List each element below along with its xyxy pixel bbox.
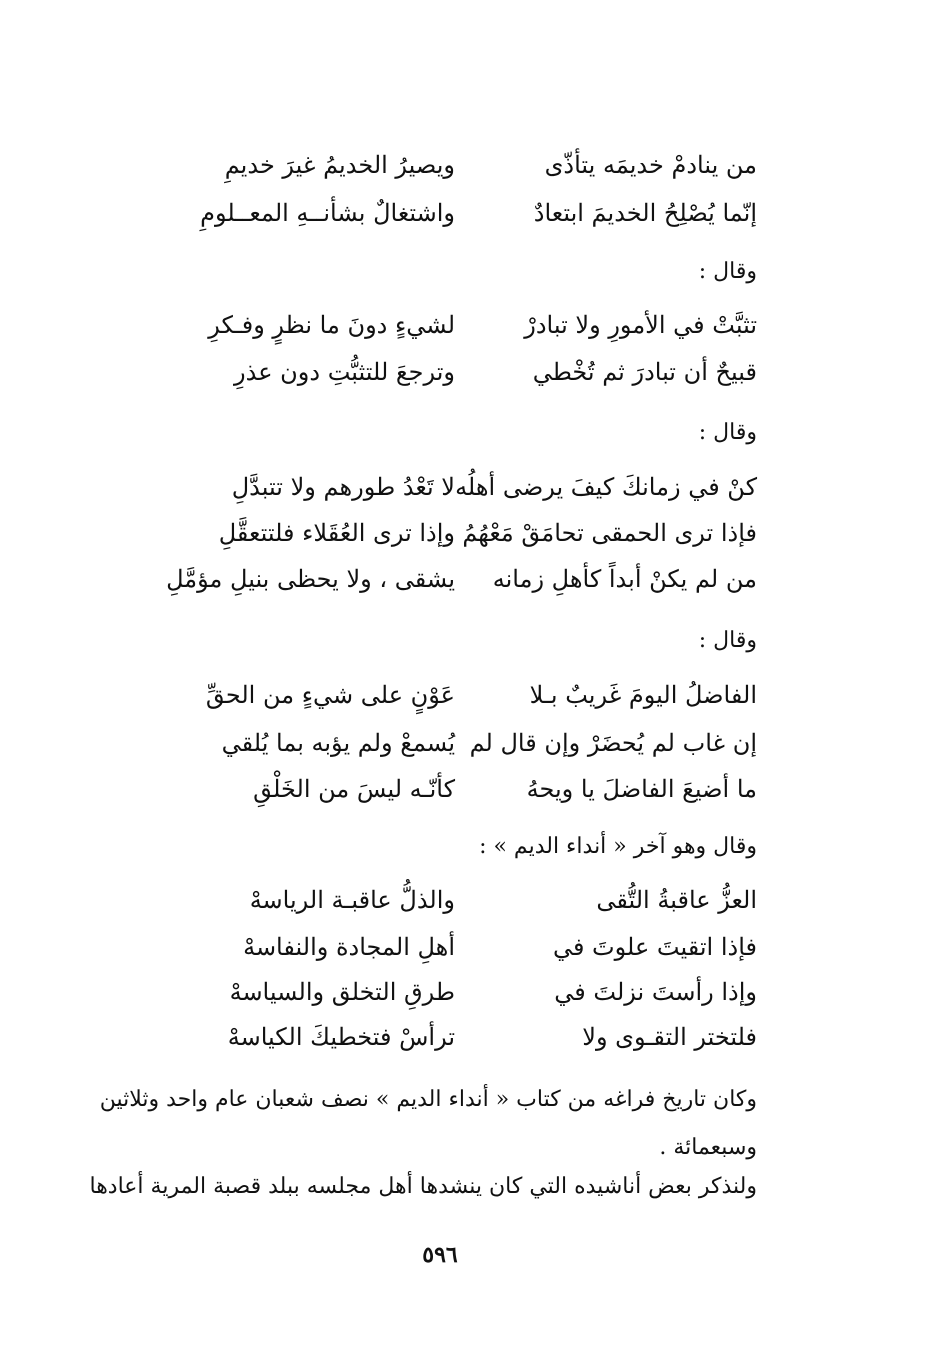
verse-hemistich-left: كأنّـه ليسَ من الخَلْقِ bbox=[253, 775, 455, 803]
poem-intro: وقال وهو آخر « أنداء الديم » : bbox=[479, 834, 757, 859]
poem-intro: وقال : bbox=[698, 259, 757, 284]
verse-hemistich-right: فإذا اتقيتَ علوتَ في bbox=[552, 933, 757, 961]
verse-hemistich-left: لشيءٍ دونَ ما نظرٍ وفـكرِ bbox=[208, 311, 455, 339]
verse-hemistich-left: ويصيرُ الخديمُ غيرَ خديمِ bbox=[224, 151, 455, 179]
verse-hemistich-left: لا تَعْدُ طورهم ولا تتبدَّلِ bbox=[231, 473, 455, 501]
verse-hemistich-left: وإذا ترى العُقَلاء فلتتعقَّلِ bbox=[218, 519, 455, 547]
verse-hemistich-left: واشتغالٌ بشأنــهِ المعــلومِ bbox=[200, 199, 455, 227]
verse-hemistich-left: يشقى ، ولا يحظى بنيلِ مؤمَّلِ bbox=[166, 565, 455, 593]
poem-intro: وقال : bbox=[698, 628, 757, 653]
page-number: ٥٩٦ bbox=[422, 1242, 458, 1268]
verse-hemistich-right: إن غاب لم يُحضَرْ وإن قال لم bbox=[469, 729, 757, 757]
verse-hemistich-right: ما أضيعَ الفاضلَ يا ويحهُ bbox=[526, 775, 757, 803]
verse-hemistich-right: العزُّ عاقبةُ التُّقى bbox=[596, 886, 757, 914]
prose-line: وكان تاريخ فراغه من كتاب « أنداء الديم » نصف شعبان عام واحد وثلاثين bbox=[99, 1087, 757, 1112]
verse-hemistich-left: طرقِ التخلق والسياسهْ bbox=[229, 978, 455, 1006]
verse-hemistich-left: يُسمعْ ولم يؤبه بما يُلقي bbox=[221, 729, 455, 757]
verse-hemistich-right: فإذا ترى الحمقى تحامَقْ مَعْهُمُ bbox=[462, 519, 757, 547]
verse-hemistich-right: فلتختر التقـوى ولا bbox=[582, 1023, 757, 1051]
poem-intro: وقال : bbox=[698, 420, 757, 445]
verse-hemistich-right: قبيحٌ أن تبادرَ ثم تُخْطي bbox=[532, 358, 757, 386]
verse-hemistich-right: كنْ في زمانكَ كيفَ يرضى أهلُه bbox=[455, 473, 757, 501]
verse-hemistich-right: من ينادمْ خديمَه يتأذّى bbox=[544, 151, 757, 179]
verse-hemistich-left: عَوْنٍ على شيءٍ من الحقِّ bbox=[205, 681, 455, 709]
verse-hemistich-right: وإذا رأستَ نزلتَ في bbox=[554, 978, 757, 1006]
verse-hemistich-left: ترأسْ فتخطيكَ الكياسهْ bbox=[227, 1023, 455, 1051]
verse-hemistich-right: الفاضلُ اليومَ غَريبٌ بـلا bbox=[529, 681, 757, 709]
verse-hemistich-left: أهلِ المجادة والنفاسهْ bbox=[243, 933, 455, 961]
verse-hemistich-right: تثبَّتْ في الأمورِ ولا تبادرْ bbox=[524, 311, 757, 339]
verse-hemistich-left: والذلُّ عاقبـة الرياسهْ bbox=[249, 886, 455, 914]
prose-line: وسبعمائة . bbox=[659, 1135, 757, 1160]
prose-line: ولنذكر بعض أناشيده التي كان ينشدها أهل مجلسه ببلد قصبة المرية أعادها bbox=[89, 1174, 757, 1199]
verse-hemistich-right: من لم يكنْ أبداً كأهلِ زمانه bbox=[492, 565, 757, 593]
verse-hemistich-left: وترجعَ للتثبُّتِ دون عذرِ bbox=[234, 358, 455, 386]
verse-hemistich-right: إنّما يُصْلِحُ الخديمَ ابتعادٌ bbox=[533, 199, 757, 227]
